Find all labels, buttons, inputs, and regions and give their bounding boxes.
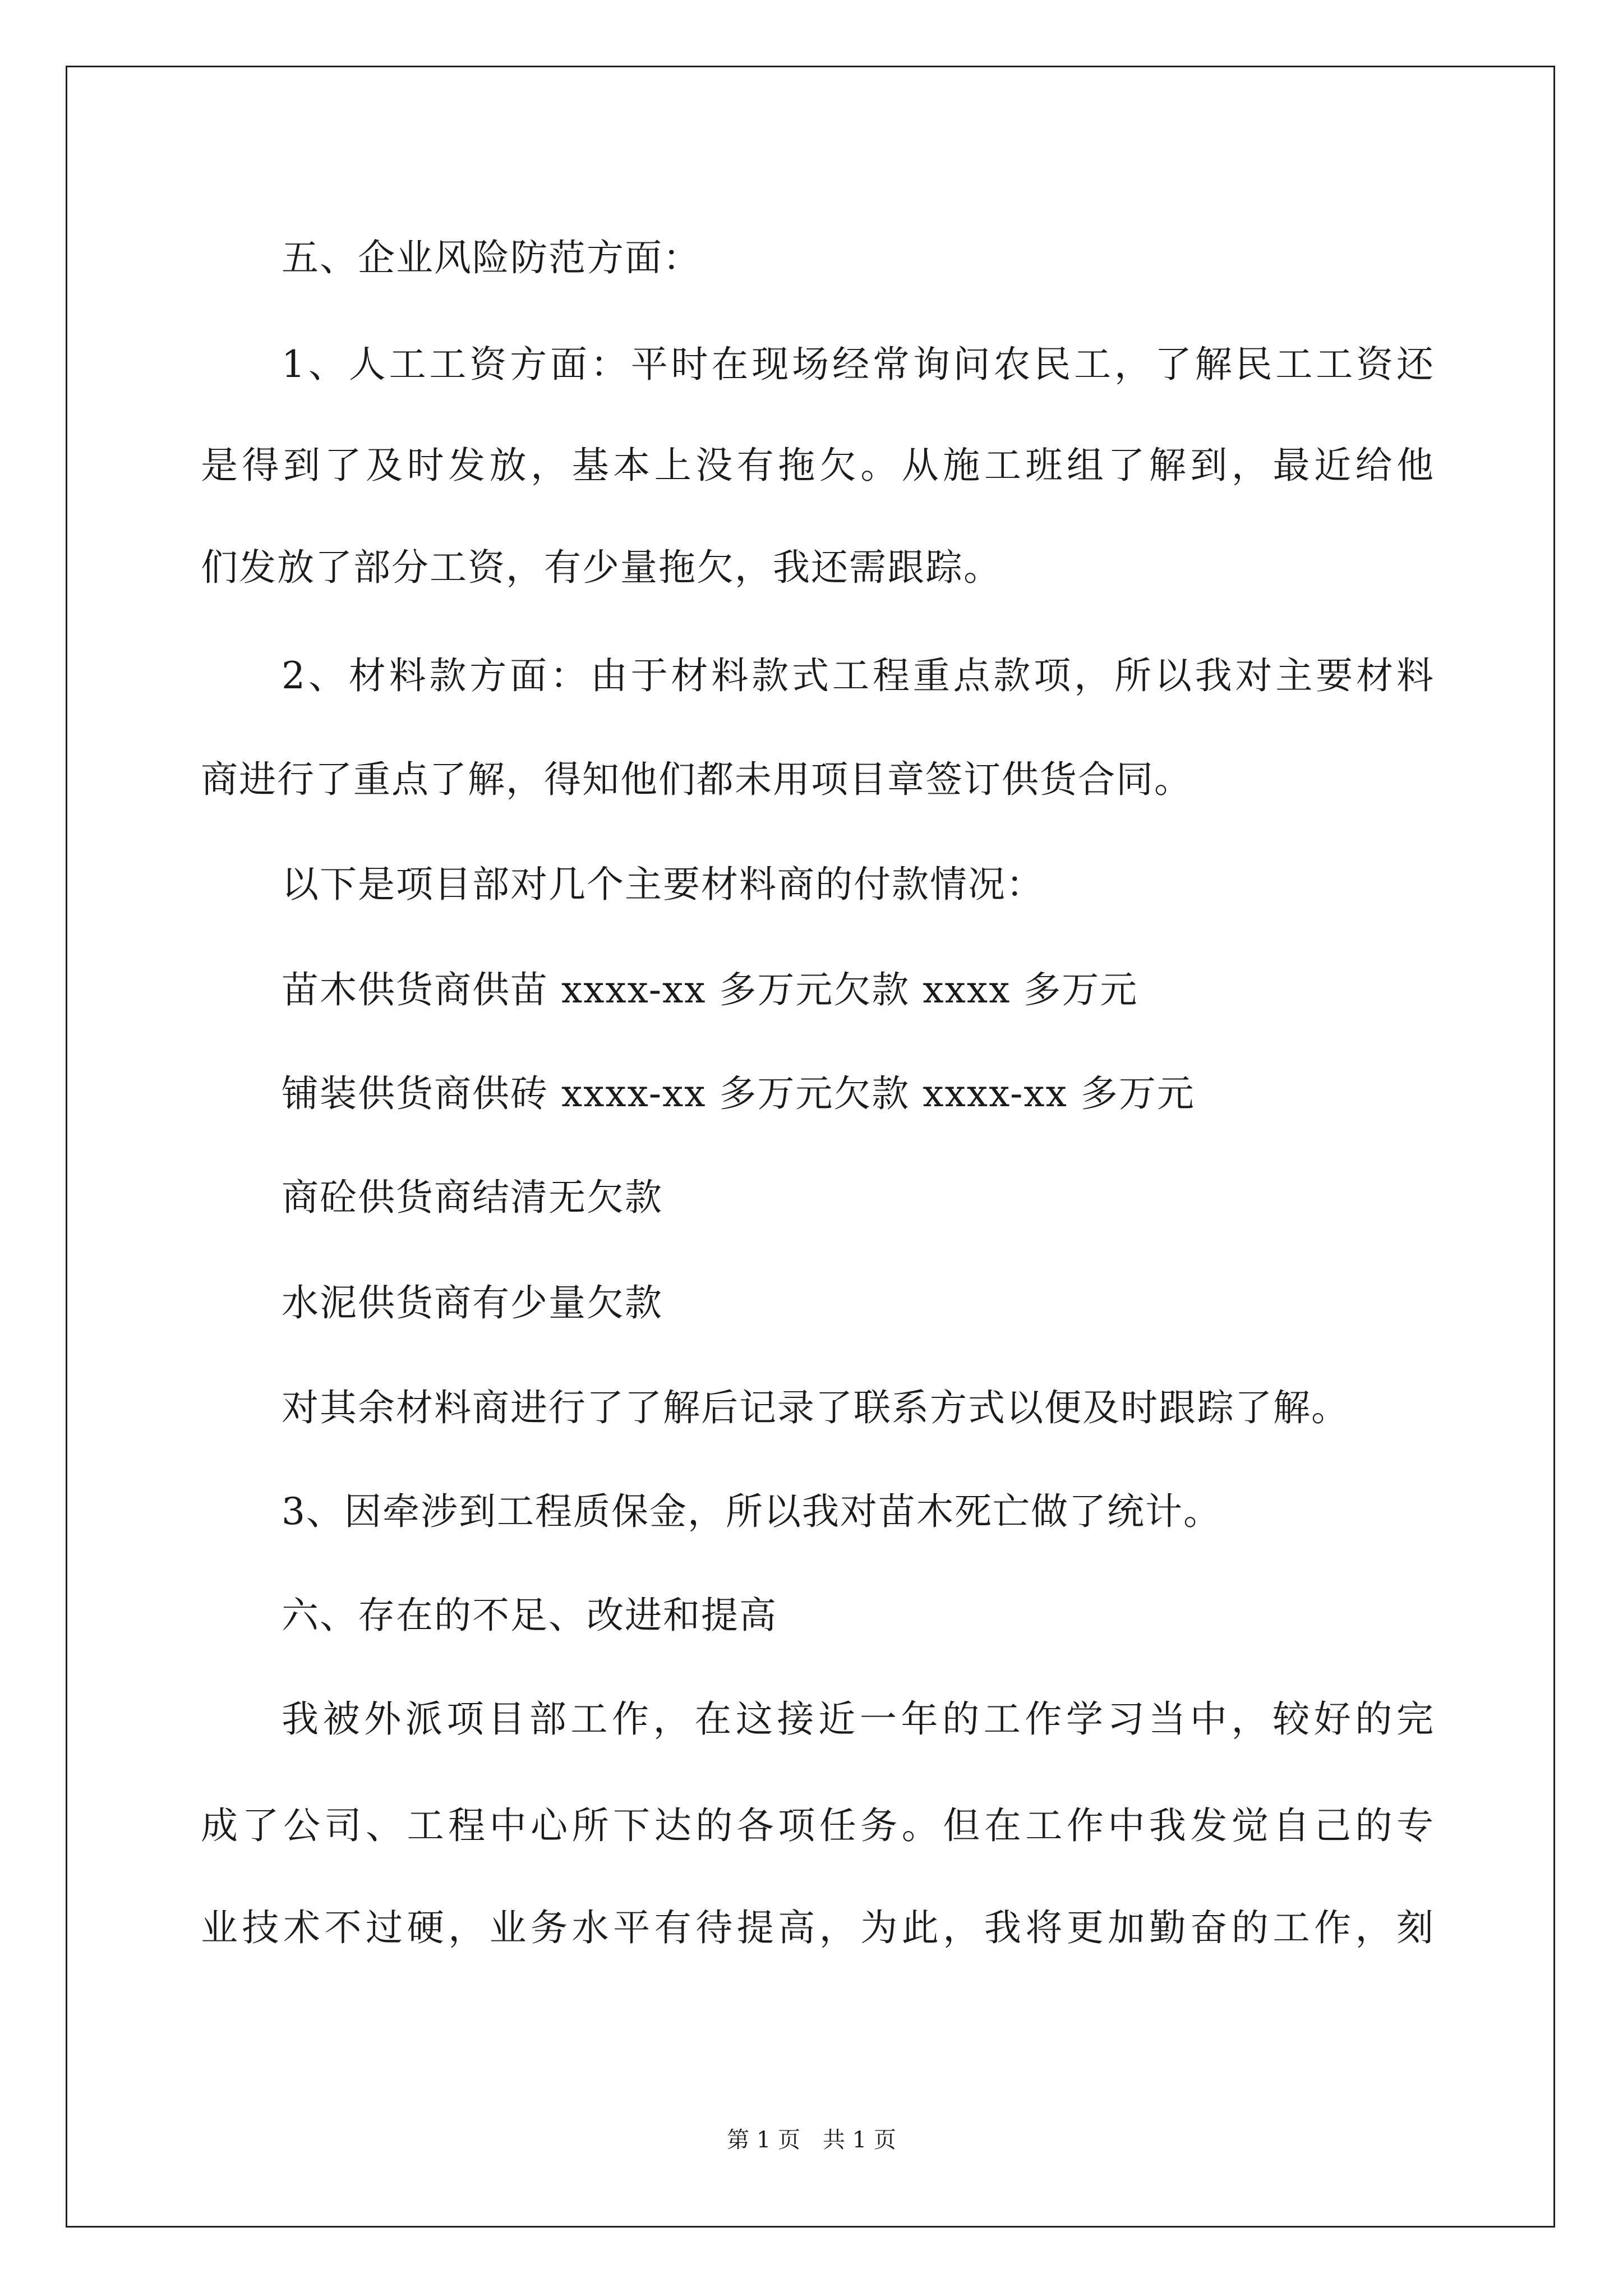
paragraph-line: 成了公司、工程中心所下达的各项任务。但在工作中我发觉自己的专 (201, 1804, 1435, 1847)
list-item: 苗木供货商供苗 xxxx-xx 多万元欠款 xxxx 多万元 (282, 968, 1138, 1011)
list-item: 水泥供货商有少量欠款 (282, 1281, 663, 1324)
section-heading-risk: 五、企业风险防范方面： (282, 236, 701, 279)
paragraph-line: 们发放了部分工资，有少量拖欠，我还需跟踪。 (201, 546, 1002, 589)
paragraph-line: 以下是项目部对几个主要材料商的付款情况： (282, 863, 1044, 906)
paragraph-line: 业技术不过硬，业务水平有待提高，为此，我将更加勤奋的工作，刻 (201, 1906, 1435, 1949)
paragraph-line: 是得到了及时发放，基本上没有拖欠。从施工班组了解到，最近给他 (201, 444, 1435, 487)
paragraph-line: 商进行了重点了解，得知他们都未用项目章签订供货合同。 (201, 758, 1192, 801)
list-item: 商砼供货商结清无欠款 (282, 1176, 663, 1219)
section-heading-improvement: 六、存在的不足、改进和提高 (282, 1594, 777, 1637)
page-border (66, 66, 1555, 2228)
paragraph-line: 2、材料款方面：由于材料款式工程重点款项，所以我对主要材料 (282, 654, 1435, 697)
paragraph-line: 1、人工工资方面：平时在现场经常询问农民工，了解民工工资还 (282, 343, 1435, 386)
list-item: 铺装供货商供砖 xxxx-xx 多万元欠款 xxxx-xx 多万元 (282, 1072, 1195, 1115)
paragraph-line: 对其余材料商进行了了解后记录了联系方式以便及时跟踪了解。 (282, 1386, 1349, 1429)
paragraph-line: 3、因牵涉到工程质保金，所以我对苗木死亡做了统计。 (282, 1490, 1221, 1533)
page-footer: 第 1 页 共 1 页 (727, 2127, 896, 2153)
paragraph-line: 我被外派项目部工作，在这接近一年的工作学习当中，较好的完 (282, 1697, 1435, 1741)
